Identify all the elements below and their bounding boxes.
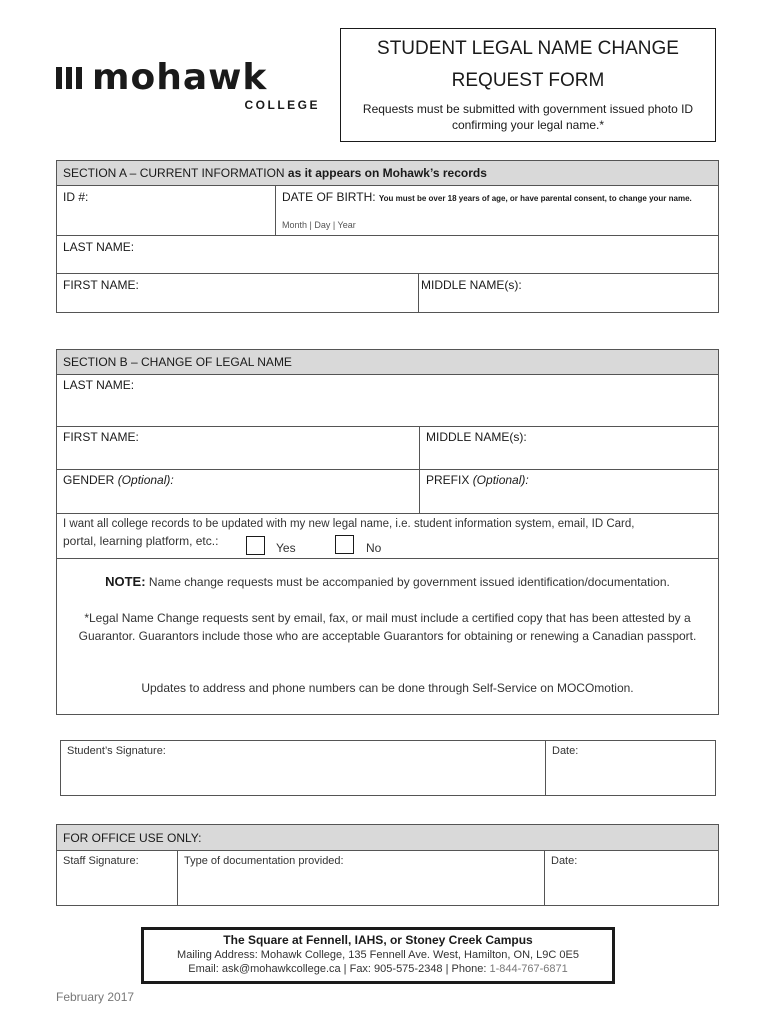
date-of-birth-field[interactable] bbox=[276, 186, 718, 236]
dob-format-hint: Month | Day | Year bbox=[282, 220, 356, 230]
logo-wordmark: mohawk bbox=[92, 57, 268, 98]
office-date-label: Date: bbox=[551, 855, 578, 867]
section-a bbox=[56, 160, 719, 313]
staff-signature-field[interactable] bbox=[57, 851, 178, 905]
staff-signature-label: Staff Signature: bbox=[63, 855, 139, 867]
section-b-header bbox=[57, 350, 718, 375]
documentation-type-field[interactable] bbox=[178, 851, 545, 905]
section-a-title: SECTION A – CURRENT INFORMATION bbox=[63, 166, 285, 180]
section-a-header bbox=[57, 161, 718, 186]
yes-label: Yes bbox=[276, 541, 296, 555]
office-use-section bbox=[56, 824, 719, 906]
note-text: Name change requests must be accompanied by government issued identification/documentation. bbox=[145, 575, 670, 589]
current-middle-name-field[interactable] bbox=[419, 274, 718, 312]
new-last-name-label: LAST NAME: bbox=[63, 378, 135, 392]
signature-box bbox=[60, 740, 716, 796]
contact-line: Email: ask@mohawkcollege.ca | Fax: 905-575-2348 | Phone: bbox=[188, 963, 490, 975]
form-title-line2: REQUEST FORM bbox=[451, 70, 605, 91]
new-first-name-field[interactable] bbox=[57, 427, 420, 470]
student-signature-field[interactable] bbox=[61, 741, 546, 795]
office-date-field[interactable] bbox=[545, 851, 718, 905]
phone-number: 1-844-767-6871 bbox=[489, 963, 568, 975]
prefix-label: PREFIX bbox=[426, 473, 473, 487]
form-title-note: Requests must be submitted with government issued photo ID confirming your legal name.* bbox=[362, 102, 694, 132]
campus-line: The Square at Fennell, IAHS, or Stoney Creek Campus bbox=[223, 933, 533, 947]
new-middle-name-field[interactable] bbox=[420, 427, 718, 470]
yes-checkbox[interactable] bbox=[246, 536, 265, 555]
mailing-address: Mailing Address: Mohawk College, 135 Fennell Ave. West, Hamilton, ON, L9C 0E5 bbox=[177, 949, 579, 961]
office-use-title: FOR OFFICE USE ONLY: bbox=[63, 831, 202, 845]
mohawk-logo bbox=[56, 57, 320, 116]
new-last-name-field[interactable] bbox=[57, 375, 718, 427]
new-first-name-label: FIRST NAME: bbox=[63, 430, 139, 444]
form-title-line1: STUDENT LEGAL NAME CHANGE bbox=[377, 38, 679, 59]
note-label: NOTE: bbox=[105, 574, 146, 589]
records-question-line1: I want all college records to be updated with my new legal name, i.e. student information system, email, ID Card, bbox=[63, 518, 635, 530]
logo-college: COLLEGE bbox=[244, 98, 320, 112]
documentation-type-label: Type of documentation provided: bbox=[184, 855, 344, 867]
section-a-subtitle: as it appears on Mohawk’s records bbox=[284, 166, 487, 180]
dob-label: DATE OF BIRTH: bbox=[282, 190, 376, 204]
section-b-title: SECTION B – CHANGE OF LEGAL NAME bbox=[63, 355, 292, 369]
current-last-name-label: LAST NAME: bbox=[63, 240, 135, 254]
logo-bars-icon bbox=[56, 67, 82, 89]
records-update-question bbox=[57, 514, 718, 559]
new-middle-name-label: MIDDLE NAME(s): bbox=[426, 430, 527, 444]
dob-age-note: You must be over 18 years of age, or have parental consent, to change your name. bbox=[378, 194, 692, 203]
id-label: ID #: bbox=[63, 190, 89, 204]
updates-text: Updates to address and phone numbers can be done through Self-Service on MOCOmotion. bbox=[141, 681, 634, 695]
revision-date: February 2017 bbox=[56, 990, 135, 1004]
office-use-header bbox=[57, 825, 718, 851]
form-title-box bbox=[340, 28, 716, 142]
guarantor-text: *Legal Name Change requests sent by email, fax, or mail must include a certified copy that has been attested by a Guarantor. Guarantors include those who are acceptable Guarantors for obtaining or renewing a Canadian passport. bbox=[78, 611, 697, 643]
current-first-name-field[interactable] bbox=[57, 274, 419, 312]
contact-box bbox=[141, 927, 615, 984]
gender-optional: (Optional): bbox=[117, 473, 174, 487]
section-b bbox=[56, 349, 719, 715]
records-question-line2: portal, learning platform, etc.: bbox=[63, 534, 219, 548]
prefix-field[interactable] bbox=[420, 470, 718, 514]
signature-date-label: Date: bbox=[552, 745, 579, 757]
prefix-optional: (Optional): bbox=[472, 473, 529, 487]
id-field[interactable] bbox=[57, 186, 276, 236]
no-label: No bbox=[366, 541, 382, 555]
current-last-name-field[interactable] bbox=[57, 236, 718, 274]
gender-label: GENDER bbox=[63, 473, 118, 487]
current-middle-name-label: MIDDLE NAME(s): bbox=[421, 278, 522, 292]
signature-date-field[interactable] bbox=[546, 741, 715, 795]
current-first-name-label: FIRST NAME: bbox=[63, 278, 139, 292]
student-signature-label: Student’s Signature: bbox=[67, 745, 166, 757]
gender-field[interactable] bbox=[57, 470, 420, 514]
no-checkbox[interactable] bbox=[335, 535, 354, 554]
